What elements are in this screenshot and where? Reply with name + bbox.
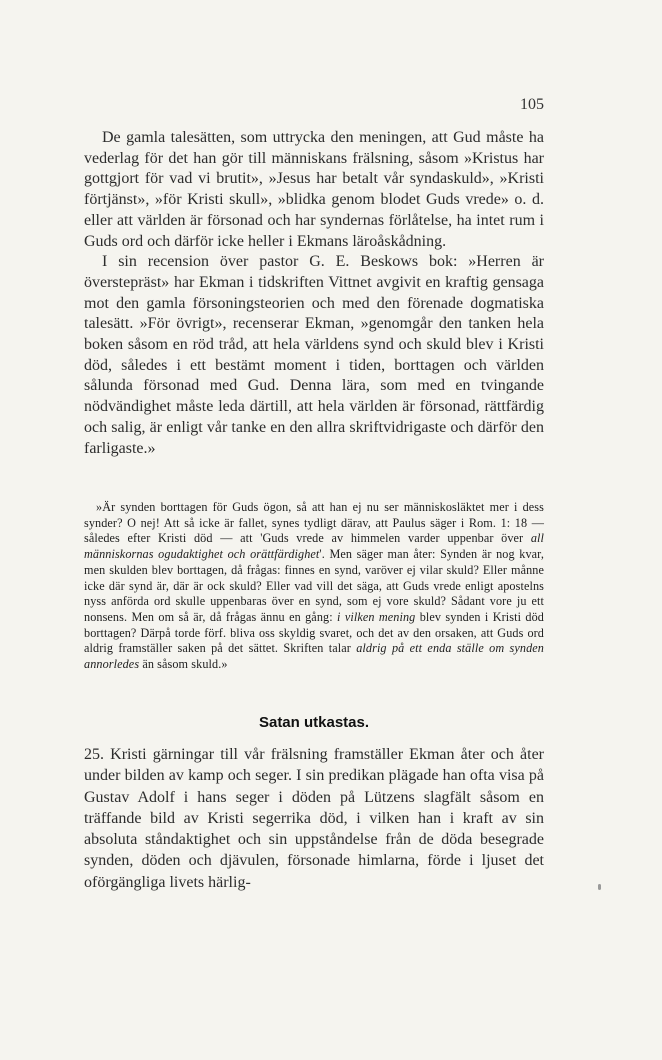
section-heading: Satan utkastas.	[258, 714, 370, 731]
section-paragraph: 25. Kristi gärningar till vår frälsning framställer Ekman åter och åter under bilden av kamp och seger. I sin predikan plägade han ofta visa på Gustav Adolf i hans seger i döden på Lützens slagfält såsom en träffande bild av Kristi segerrika död, i vilken han i kraft av sin absoluta ståndaktighet och sin uppståndelse från de döda besegrade synden, döden och djävulen, försonade himlarna, förde i ljuset det oförgängliga livets härlig-	[84, 746, 544, 891]
page-number: 105	[520, 96, 544, 113]
quote-italic-1: all människornas ogudaktighet och orättfärdighet	[84, 531, 544, 562]
quote-text-3: blev synden i Kristi död borttagen? Därpå torde förf. bliva oss skyldig svaret, och det av den orsaken, att Guds ord aldrig framställer saken på det sättet. Skriften talar	[84, 609, 544, 656]
paragraph-2: I sin recension över pastor G. E. Beskows bok: »Herren är överstepräst» har Ekman i tidskriften Vittnet avgivit en kraftig gensaga mot den gamla försoningsteorien och med den förenade dogmatiska talesätt. »För övrigt», recenserar Ekman, »genomgår den tanken hela boken såsom en röd tråd, att hela världens synd och skuld blev i Kristi död, således i ett bestämt moment i tiden, borttagen och världen sålunda försonad med Gud. Denna lära, som med en tvingande nödvändighet måste leda därtill, att hela världen är försonad, rättfärdig och salig, är enligt vår tanke en den allra skriftvidrigaste och därför den farligaste.»	[84, 253, 544, 457]
quote-italic-2: i vilken mening	[337, 609, 416, 624]
quotation-footnote	[84, 500, 544, 673]
section-body	[84, 744, 544, 893]
main-text	[84, 128, 544, 459]
quote-text-2: '. Men säger man åter: Synden är nog kvar, men skulden blev borttagen, då frågas: finnes en synd, varöver ej vilar skuld? Eller månne icke där synd är, där är ock skuld? Eller vad vill det säga, att Guds vrede enligt apostelns nyss anförda ord skulle uppenbaras över en synd, som ej vore skuld? Sådant vore ju ett nonsens. Men om så är, då frågas ännu en gång:	[84, 547, 544, 624]
quotation-paragraph	[84, 500, 544, 673]
quote-italic-3: aldrig på ett enda ställe om synden annorledes	[84, 641, 544, 672]
quote-text-1: »Är synden borttagen för Guds ögon, så att han ej nu ser människosläktet mer i dess synder? O nej! Att så icke är fallet, synes tydligt därav, att Paulus säger i Rom. 1: 18 — således efter Kristi död — att 'Guds vrede av himmelen varder uppenbar över	[84, 500, 544, 546]
quote-text-4: än såsom skuld.»	[139, 657, 228, 672]
paragraph-1: De gamla talesätten, som uttrycka den meningen, att Gud måste ha vederlag för det han gör till människans frälsning, såsom »Kristus har gottgjort för vad vi brutit», »Jesus har betalt vår syndaskuld», »Kristi förtjänst», »för Kristi skull», »blidka genom blodet Guds vrede» o. d. eller att världen är försonad och har syndernas förlåtelse, ha intet rum i Guds ord och därför icke heller i Ekmans läroåskådning.	[84, 129, 544, 250]
margin-mark	[598, 884, 601, 890]
